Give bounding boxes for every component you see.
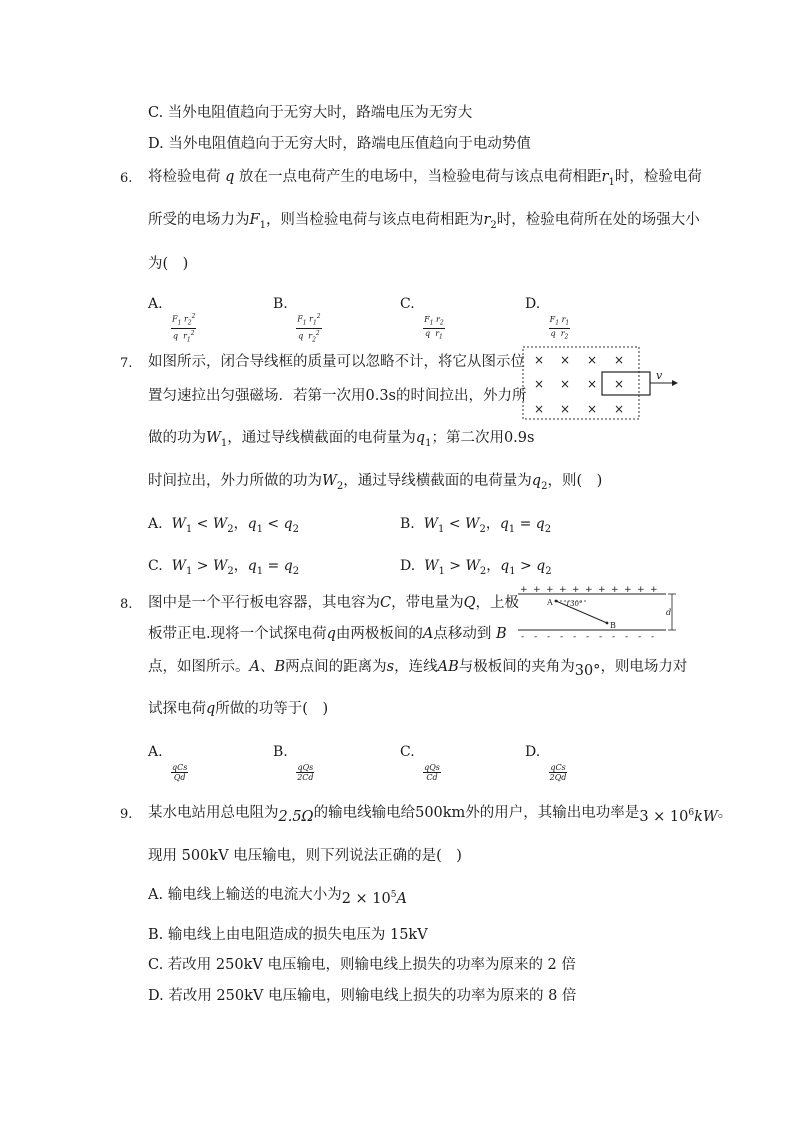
svg-text:-: -: [547, 632, 551, 640]
q8-symbol: q: [206, 701, 216, 717]
q8-symbol: q: [326, 626, 336, 642]
option-label: D.: [525, 744, 541, 760]
option-label: B.: [400, 516, 415, 532]
label-a: A: [547, 598, 553, 607]
fraction: [549, 763, 568, 782]
svg-text:+: +: [546, 585, 554, 595]
q6-line2: [148, 210, 700, 236]
wire-loop: [602, 372, 650, 395]
svg-text:+: +: [520, 585, 528, 595]
q8-angle: 30°: [574, 663, 601, 679]
option-label: C.: [148, 558, 163, 574]
svg-text:-: -: [521, 632, 525, 640]
q8-symbol: B: [496, 626, 507, 642]
q7-text: ；第二次用: [431, 430, 504, 446]
q9-power: [639, 809, 717, 825]
label-angle: 30°: [570, 600, 583, 608]
q9-power-unit: kW: [694, 809, 718, 825]
svg-text:+: +: [598, 585, 606, 595]
q7-text: ，则( ): [547, 473, 603, 489]
q7-number: 7.: [120, 356, 133, 371]
option-label: A.: [148, 296, 163, 312]
q8-symbol: AB: [437, 659, 459, 675]
svg-text:+: +: [650, 585, 658, 595]
svg-text:×: ×: [534, 402, 545, 416]
q7-symbol-w2: $W_2$: [322, 473, 344, 492]
q8-text: 、: [259, 659, 275, 675]
q9-option-c[interactable]: C. 若改用 250kV 电压输电，则输电线上损失的功率为原来的 2 倍: [148, 957, 576, 973]
q9-current-unit: A: [396, 891, 407, 907]
q9-resistance: 2.5Ω: [278, 809, 314, 825]
q8-symbol: A: [249, 659, 260, 675]
math-expression: $W_1 > W_2$，$q_1 = q_2$: [167, 558, 300, 577]
fraction: $\frac{F_1 r_2^2}{q r_1^2}$: [172, 313, 196, 343]
svg-text:-: -: [534, 632, 538, 640]
fraction: $\frac{F_1 r_1^2}{q r_2^2}$: [297, 313, 321, 343]
q6-line1: [148, 167, 702, 193]
q8-symbol: s: [386, 659, 395, 675]
svg-text:-: -: [560, 632, 564, 640]
q7-time-1: 0.3s: [365, 388, 397, 404]
denominator: 2Cd: [297, 773, 314, 782]
svg-text:+: +: [611, 585, 619, 595]
q9-line1: [148, 803, 732, 827]
q7-option-d[interactable]: [400, 556, 552, 582]
q9-option-a[interactable]: [148, 885, 407, 909]
q8-option-b[interactable]: [273, 742, 315, 782]
q6-symbol-f1: $F_1$: [249, 212, 266, 231]
numerator: qQs: [297, 763, 314, 772]
q6-text: 时，检验电荷所在处的场强大小: [496, 212, 700, 228]
q8-text: 两点间的距离为: [285, 659, 387, 675]
svg-text:×: ×: [614, 377, 625, 391]
q8-text: 点移动到: [433, 626, 492, 642]
q9-text: 的输电线输电给: [313, 805, 416, 821]
field-crosses: [534, 353, 624, 416]
q6-option-c[interactable]: [400, 294, 445, 341]
fraction: [171, 763, 188, 782]
option-label: D.: [400, 558, 416, 574]
svg-text:+: +: [533, 585, 541, 595]
q7-text: ，通过导线横截面的电荷量为: [343, 473, 532, 489]
svg-text:×: ×: [587, 377, 598, 391]
svg-text:×: ×: [560, 402, 571, 416]
svg-text:×: ×: [560, 353, 571, 367]
q6-option-a[interactable]: [148, 294, 196, 344]
math-expression: $W_1 < W_2$，$q_1 = q_2$: [419, 516, 552, 535]
q8-symbol: C: [380, 595, 392, 611]
q7-line1: 如图所示，闭合导线框的质量可以忽略不计，将它从图示位: [148, 354, 525, 370]
q6-symbol-r1: $r_1$: [601, 169, 615, 188]
q8-text: 与极板间的夹角为: [458, 659, 575, 675]
q8-text: ，连线: [394, 659, 438, 675]
q8-text: 试探电荷: [148, 701, 206, 717]
fraction: [423, 763, 441, 782]
svg-text:-: -: [573, 632, 577, 640]
q6-text: 将检验电荷: [148, 169, 221, 185]
svg-text:+: +: [624, 585, 632, 595]
q8-option-c[interactable]: [400, 742, 441, 782]
q8-text: ，则电场力对: [600, 659, 688, 675]
magnetic-field-figure: [522, 346, 682, 422]
q7-line4: [148, 471, 602, 497]
q9-current-exp: 5: [390, 890, 397, 900]
q8-text: ，上极: [475, 595, 519, 611]
q9-text: 外的用户，其输出电功率是: [465, 805, 640, 821]
svg-text:+: +: [572, 585, 580, 595]
option-label: C.: [400, 744, 415, 760]
velocity-label: v: [656, 369, 663, 382]
math-expression: $W_1 > W_2$，$q_1 > q_2$: [419, 558, 552, 577]
svg-text:×: ×: [534, 353, 545, 367]
q6-line3: 为( ): [148, 256, 189, 272]
arrow-head-icon: [672, 380, 678, 386]
q6-symbol-r2: $r_2$: [483, 212, 497, 231]
q8-symbol: Q: [463, 595, 476, 611]
q8-line2: [148, 624, 507, 644]
denominator: Cd: [426, 773, 438, 782]
fraction: $\frac{F_1 r_2}{q r_1}$: [424, 315, 444, 341]
point-a: [555, 600, 558, 603]
denominator: Qd: [173, 773, 186, 782]
q6-text: 放在一点电荷产生的电场中，当检验电荷与该点电荷相距: [239, 169, 602, 185]
svg-text:×: ×: [614, 402, 625, 416]
q7-option-b[interactable]: [400, 514, 551, 540]
q9-current-base: 2 × 10: [341, 891, 391, 907]
q8-text: 由两极板间的: [335, 626, 423, 642]
svg-text:×: ×: [534, 377, 545, 391]
q5-option-c: C. 当外电阻值趋向于无穷大时，路端电压为无穷大: [148, 105, 473, 121]
q5-option-d: D. 当外电阻值趋向于无穷大时，路端电压值趋向于电动势值: [148, 136, 531, 152]
svg-text:-: -: [638, 632, 642, 640]
angle-arc: [567, 601, 568, 606]
numerator: qCs: [550, 763, 566, 772]
q8-option-d[interactable]: [525, 742, 567, 782]
svg-text:-: -: [599, 632, 603, 640]
q7-line3: [148, 428, 534, 454]
q6-option-d[interactable]: [525, 294, 570, 341]
q9-option-b[interactable]: B. 输电线上由电阻造成的损失电压为 15kV: [148, 927, 428, 943]
fraction: $\frac{F_1 r_1}{q r_2}$: [549, 315, 570, 341]
q8-line4: [148, 699, 328, 719]
point-b: [606, 622, 609, 625]
q9-distance: 500km: [415, 805, 466, 821]
q9-text: 。: [717, 805, 733, 821]
option-label: A.: [148, 744, 163, 760]
q9-option-d[interactable]: D. 若改用 250kV 电压输电，则输电线上损失的功率为原来的 8 倍: [148, 988, 577, 1004]
q7-text: 的时间拉出，外力所: [396, 388, 527, 404]
svg-text:-: -: [651, 632, 655, 640]
svg-text:×: ×: [587, 402, 598, 416]
q7-text: ，通过导线横截面的电荷量为: [227, 430, 416, 446]
q9-line2: 现用 500kV 电压输电，则下列说法正确的是( ): [148, 848, 462, 864]
q7-symbol-w1: $W_1$: [206, 430, 228, 449]
q8-symbol: A: [422, 626, 434, 642]
q9-number: 9.: [120, 807, 133, 822]
q8-option-a[interactable]: [148, 742, 188, 782]
q7-line2: [148, 386, 527, 406]
label-d: d: [666, 608, 672, 617]
svg-text:-: -: [612, 632, 616, 640]
q6-text: 所受的电场力为: [148, 212, 250, 228]
q8-line3: [148, 657, 687, 681]
q9-power-base: 3 × 10: [639, 809, 689, 825]
q6-text: ，则当检验电荷与该点电荷相距为: [265, 212, 484, 228]
q7-option-c[interactable]: [148, 556, 299, 582]
svg-text:×: ×: [560, 377, 571, 391]
q7-time-2: 0.9s: [503, 430, 535, 446]
q9-text: A. 输电线上输送的电流大小为: [148, 887, 342, 903]
option-label: A.: [148, 516, 163, 532]
q8-symbol: B: [274, 659, 286, 675]
q6-option-b[interactable]: [273, 294, 322, 344]
minus-charges: [521, 632, 654, 640]
q9-current: [342, 891, 407, 907]
option-label: B.: [273, 744, 288, 760]
q7-option-a[interactable]: [148, 514, 299, 540]
q8-number: 8.: [120, 597, 133, 612]
q7-text: 置匀速拉出匀强磁场．若第一次用: [148, 388, 366, 404]
svg-text:+: +: [637, 585, 645, 595]
q6-number: 6.: [120, 171, 133, 186]
label-b: B: [610, 621, 616, 630]
fraction: [296, 763, 314, 782]
numerator: qQs: [424, 763, 440, 772]
q8-text: ，带电量为: [391, 595, 464, 611]
q7-text: 时间拉出，外力所做的功为: [148, 473, 322, 489]
q8-text: 点，如图所示。: [148, 659, 250, 675]
q7-text: 做的功为: [148, 430, 206, 446]
q6-symbol-q: q: [225, 169, 235, 185]
svg-text:-: -: [625, 632, 629, 640]
option-label: B.: [273, 296, 288, 312]
math-expression: $W_1 < W_2$，$q_1 < q_2$: [167, 516, 299, 535]
q8-text: 板带正电.现将一个试探电荷: [148, 626, 327, 642]
denominator: 2Qd: [549, 773, 567, 782]
svg-text:+: +: [585, 585, 593, 595]
q8-line1: [148, 593, 519, 613]
svg-text:-: -: [586, 632, 590, 640]
q8-text: 图中是一个平行板电容器，其电容为: [148, 595, 380, 611]
q7-symbol-q2: $q_2$: [531, 473, 548, 492]
q9-power-exp: 6: [688, 808, 695, 818]
q7-symbol-q1: $q_1$: [415, 430, 432, 449]
q9-text: 某水电站用总电阻为: [148, 805, 279, 821]
q6-text: 时，检验电荷: [614, 169, 702, 185]
capacitor-figure: [516, 584, 682, 640]
svg-text:×: ×: [614, 353, 625, 367]
q8-text: 所做的功等于( ): [215, 701, 329, 717]
option-label: C.: [400, 296, 415, 312]
svg-text:+: +: [559, 585, 567, 595]
svg-text:×: ×: [587, 353, 598, 367]
option-label: D.: [525, 296, 541, 312]
numerator: qCs: [172, 763, 188, 772]
